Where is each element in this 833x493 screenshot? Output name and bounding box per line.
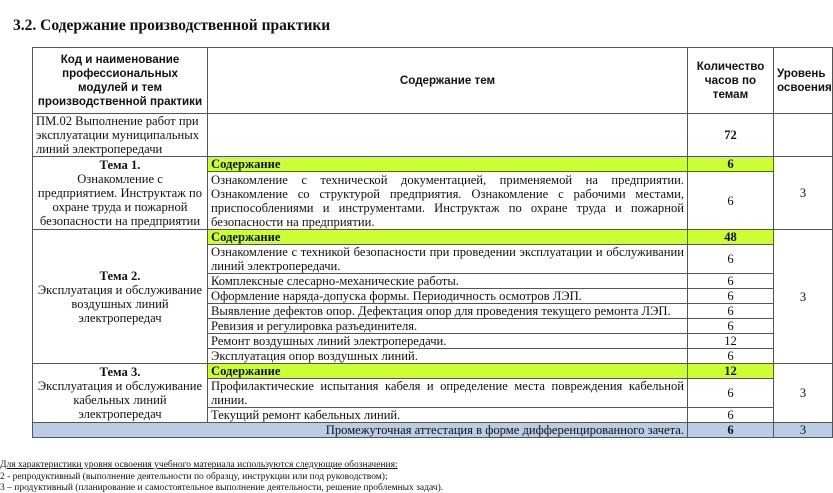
topic3-content-hours: 12 — [688, 364, 774, 379]
practice-table-wrapper — [32, 47, 832, 449]
pm-content — [208, 114, 688, 157]
topic2-row-text: Ознакомление с техникой безопасности при проведении эксплуатации и обслуживании линий электропередачи. — [208, 245, 688, 274]
topic2-row-text: Комплексные слесарно-механические работы. — [208, 274, 688, 289]
topic2-cell — [33, 230, 208, 364]
topic1-content-label: Содержание — [208, 157, 688, 172]
section-title: 3.2. Содержание производственной практики — [13, 17, 331, 34]
topic3-content-label: Содержание — [208, 364, 688, 379]
topic1-row-hours: 6 — [688, 172, 774, 230]
header-modules: Код и наименование профессиональных модулей и тем производственной практики — [33, 48, 208, 114]
topic1-content-hours: 6 — [688, 157, 774, 172]
topic2-row-text: Выявление дефектов опор. Дефектация опор для проведения текущего ремонта ЛЭП. — [208, 304, 688, 319]
topic1-cell — [33, 157, 208, 230]
topic1-level: 3 — [774, 157, 833, 230]
topic2-row-hours: 12 — [688, 334, 774, 349]
topic3-title: Тема 3. — [99, 365, 141, 379]
table-header-row — [33, 48, 833, 114]
final-row — [33, 423, 833, 438]
final-hours: 6 — [688, 423, 774, 438]
header-content: Содержание тем — [208, 48, 688, 114]
topic2-level: 3 — [774, 230, 833, 364]
topic3-row-text: Текущий ремонт кабельных линий. — [208, 408, 688, 423]
topic2-row-text: Ремонт воздушных линий электропередачи. — [208, 334, 688, 349]
topic3-row-hours: 6 — [688, 379, 774, 408]
pm-level — [774, 114, 833, 157]
final-level: 3 — [774, 423, 833, 438]
topic1-name: Ознакомление с предприятием. Инструктаж по охране труда и пожарной безопасности на предприятии — [37, 172, 203, 228]
header-level: Уровень освоения — [774, 48, 833, 114]
practice-table — [32, 47, 833, 438]
topic2-row-hours: 6 — [688, 274, 774, 289]
header-hours: Количество часов по темам — [688, 48, 774, 114]
topic2-row-hours: 6 — [688, 245, 774, 274]
topic3-content-row — [33, 364, 833, 379]
topic3-row-hours: 6 — [688, 408, 774, 423]
topic2-name: Эксплуатация и обслуживание воздушных линий электропередач — [37, 282, 203, 325]
pm-row — [33, 114, 833, 157]
topic2-row-text: Ревизия и регулировка разъединителя. — [208, 319, 688, 334]
topic2-row-text: Эксплуатация опор воздушных линий. — [208, 349, 688, 364]
topic2-title: Тема 2. — [99, 268, 141, 283]
topic2-content-hours: 48 — [688, 230, 774, 245]
topic1-content-row — [33, 157, 833, 172]
topic3-cell — [33, 364, 208, 423]
topic2-row-hours: 6 — [688, 289, 774, 304]
topic2-content-label: Содержание — [208, 230, 688, 245]
topic1-row-text: Ознакомление с технической документацией, применяемой на предприятии. Ознакомление со структурой предприятия. Ознакомление с рабочими местами, приспособлениями и инструментами. Инструктаж по охране труда и пожарной безопасности на предприятии. — [208, 172, 688, 230]
topic2-row-hours: 6 — [688, 304, 774, 319]
topic2-row-text: Оформление наряда-допуска формы. Периодичность осмотров ЛЭП. — [208, 289, 688, 304]
topic2-content-row — [33, 230, 833, 245]
final-text: Промежуточная аттестация в форме дифференцированного зачета. — [33, 423, 688, 438]
topic3-level: 3 — [774, 364, 833, 423]
topic2-row-hours: 6 — [688, 349, 774, 364]
topic1-title: Тема 1. — [99, 158, 141, 172]
footnote-level-3: 3 – продуктивный (планирование и самостоятельное выполнение деятельности, решение проблемных задач). — [0, 483, 444, 493]
footnote-level-2: 2 - репродуктивный (выполнение деятельности по образцу, инструкции или под руководством); — [0, 472, 388, 482]
footnote-heading: Для характеристики уровня освоения учебного материала используются следующие обозначения: — [0, 460, 398, 470]
topic3-name: Эксплуатация и обслуживание кабельных линий электропередач — [37, 379, 203, 421]
pm-name: ПМ.02 Выполнение работ при эксплуатации муниципальных линий электропередачи — [33, 114, 208, 157]
pm-hours: 72 — [688, 114, 774, 157]
topic3-row-text: Профилактические испытания кабеля и определение места повреждения кабельной линии. — [208, 379, 688, 408]
topic2-row-hours: 6 — [688, 319, 774, 334]
